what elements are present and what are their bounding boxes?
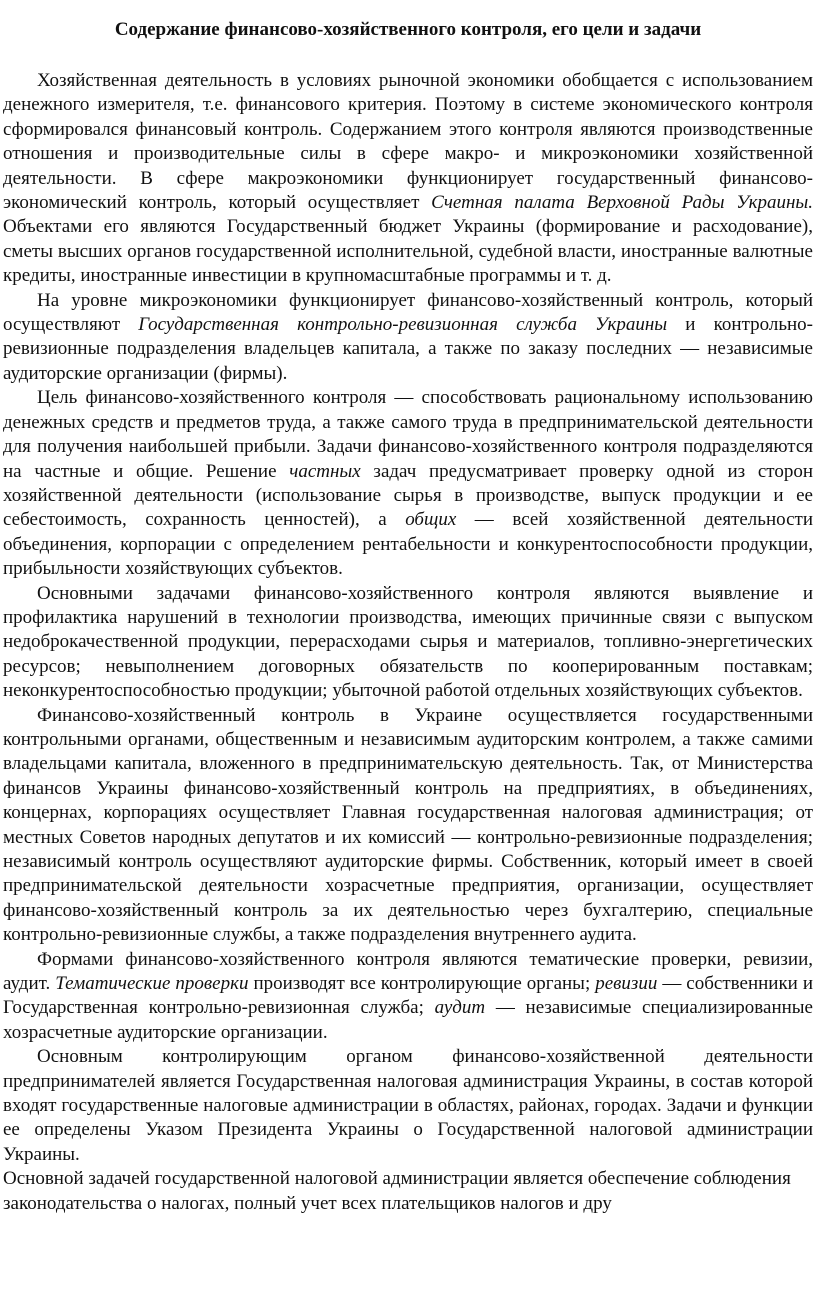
paragraph bbox=[3, 704, 813, 948]
text-segment: — собственники и Государственная контрольно-ревизионная служба; bbox=[3, 973, 814, 1019]
paragraph bbox=[3, 386, 813, 581]
text-segment: Формами финансово-хозяйственного контроля являются тематические проверки, ревизии, аудит. bbox=[3, 948, 813, 995]
text-segment: и контрольно-ревизионные подразделения владельцев капитала, а также по заказу последних — независимые аудиторские организации (фирмы). bbox=[3, 314, 814, 384]
text-segment: — независимые специализированные хозрасчетные аудиторские организации. bbox=[3, 997, 813, 1043]
italic-text-segment: частных bbox=[289, 460, 361, 482]
paragraph bbox=[3, 69, 813, 289]
document-body bbox=[3, 69, 813, 1216]
text-segment: Финансово-хозяйственный контроль в Украине осуществляется государственными контрольными органами, общественным и независимым аудиторским контролем, а также самими владельцами капитала, вложенного в предпринимательскую деятельность. Так, от Министерства финансов Украины финансово-хозяйственный контроль на предприятиях, в объединениях, концернах, корпорациях осуществляет Главная государственная налоговая администрация; от местных Советов народных депутатов и их комиссий — контрольно-ревизионные подразделения; независимый контроль осуществляют аудиторские фирмы. Собственник, который имеет в своей предпринимательской деятельности хозрасчетные предприятия, организации, осуществляет финансово-хозяйственный контроль за их деятельностью через бухгалтерию, специальные контрольно-ревизионные службы, а также подразделения внутреннего аудита. bbox=[3, 704, 813, 946]
italic-text-segment: ревизии bbox=[595, 973, 658, 995]
text-segment: Хозяйственная деятельность в условиях рыночной экономики обобщается с использованием денежного измерителя, т.е. финансового критерия. Поэтому в системе экономического контроля сформировался финансовый контроль. Содержанием этого контроля являются производственные отношения и производительные силы в сфере макро- и микроэкономики хозяйственной деятельности. В сфере макроэкономики функционирует государственный финансово-экономический контроль, который осуществляет bbox=[3, 70, 813, 214]
text-segment: задач предусматривает проверку одной из сторон хозяйственной деятельности (использование сырья в производстве, выпуск продукции и ее себестоимость, сохранность ценностей), а bbox=[3, 460, 814, 531]
text-segment: На уровне микроэкономики функционирует финансово-хозяйственный контроль, который осуществляют bbox=[3, 289, 813, 336]
paragraph bbox=[3, 1045, 813, 1167]
paragraph bbox=[3, 582, 813, 704]
text-segment: производят все контролирующие органы; bbox=[248, 973, 596, 995]
text-segment: Основными задачами финансово-хозяйственного контроля являются выявление и профилактика нарушений в технологии производства, имеющих причинные связи с выпуском недоброкачественной продукции, перерасходами сырья и материалов, топливно-энергетических ресурсов; невыполнением договорных обязательств по кооперированным поставкам; неконкурентоспособностью продукции; убыточной работой отдельных хозяйствующих субъектов. bbox=[3, 582, 813, 702]
italic-text-segment: Тематические проверки bbox=[55, 973, 249, 995]
paragraph bbox=[3, 1167, 813, 1216]
paragraph bbox=[3, 948, 813, 1046]
document-title: Содержание финансово-хозяйственного контроля, его цели и задачи bbox=[114, 19, 702, 40]
paragraph bbox=[3, 289, 813, 387]
text-segment: Объектами его являются Государственный бюджет Украины (формирование и расходование), сметы высших органов государственной исполнительной, судебной власти, иностранные валютные кредиты, иностранные инвестиции в крупномасштабные программы и т. д. bbox=[3, 216, 813, 287]
italic-text-segment: общих bbox=[405, 509, 457, 531]
text-segment: Основной задачей государственной налоговой администрации является обеспечение соблюдения законодательства о налогах, полный учет всех плательщиков налогов и дру bbox=[3, 1168, 791, 1214]
italic-text-segment: Счетная палата Верховной Рады Украины. bbox=[431, 192, 813, 214]
italic-text-segment: Государственная контрольно-ревизионная служба Украины bbox=[138, 314, 668, 336]
text-segment: Цель финансово-хозяйственного контроля — способствовать рациональному использованию денежных средств и предметов труда, а также самого труда в предпринимательской деятельности для получения наибольшей прибыли. Задачи финансово-хозяйственного контроля подразделяются на частные и общие. Решение bbox=[3, 387, 813, 482]
text-segment: Основным контролирующим органом финансово-хозяйственной деятельности предпринимателей является Государственная налоговая администрация Украины, в состав которой входят государственные налоговые администрации в областях, районах, городах. Задачи и функции ее определены Указом Президента Украины о Государственной налоговой администрации Украины. bbox=[3, 1046, 813, 1165]
text-segment: — всей хозяйственной деятельности объединения, корпорации с определением рентабельности и конкурентоспособности продукции, прибыльности хозяйствующих субъектов. bbox=[3, 509, 813, 580]
italic-text-segment: аудит bbox=[434, 997, 486, 1019]
